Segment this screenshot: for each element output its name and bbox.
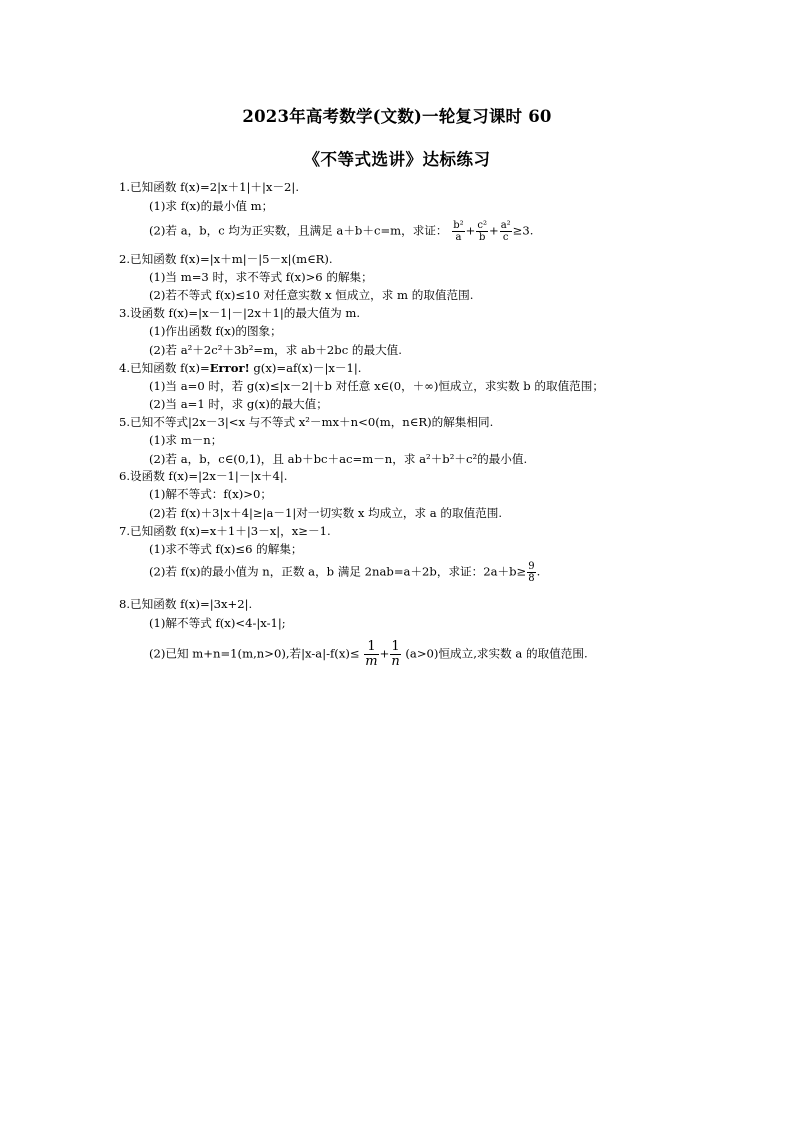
problem-8-part-1: (1)解不等式 f(x)<4-|x-1|;	[149, 616, 286, 630]
document-title: 2023年高考数学(文数)一轮复习课时 60	[242, 107, 552, 126]
problem-8-stem: 8.已知函数 f(x)=|3x+2|.	[119, 597, 253, 611]
problem-5-part-1: (1)求 m－n；	[149, 433, 223, 447]
fraction-c2-over-b: $\frac{\text{c²}}{b}$	[477, 220, 487, 243]
problem-1-part-1: (1)求 f(x)的最小值 m；	[149, 199, 274, 213]
problem-1-part-2: (2)若 a，b，c 均为正实数，且满足 a＋b＋c=m，求证： $\frac{\text{b²}}{a}$ + $\frac{\text{c²}}{b}$ + $\frac{\text{a²}}{c}$ ≥3.	[149, 220, 534, 243]
fraction-1-over-n: $\frac{1}{n}$	[391, 639, 400, 669]
problem-3-part-2: (2)若 a²＋2c²＋3b²=m，求 ab＋2bc 的最大值.	[149, 343, 402, 357]
problem-8-part-2: (2)已知 m+n=1(m,n>0),若|x-a|-f(x)≤ $\frac{1}{m}$ + $\frac{1}{n}$ (a>0)恒成立,求实数 a 的取值范围.	[149, 639, 588, 669]
problem-7-part-2: (2)若 f(x)的最小值为 n，正数 a，b 满足 2nab=a＋2b，求证：2a＋b≥ $\frac{9}{8}$ .	[149, 561, 541, 584]
problem-5-part-2: (2)若 a，b，c∈(0,1)，且 ab＋bc＋ac=m－n，求 a²＋b²＋c²的最小值.	[149, 452, 528, 466]
problem-1-stem: 1.已知函数 f(x)=2|x＋1|＋|x－2|.	[119, 180, 300, 194]
problem-4-part-1: (1)当 a=0 时，若 g(x)≤|x－2|＋b 对任意 x∈(0，＋∞)恒成立，求实数 b 的取值范围；	[149, 379, 604, 393]
problem-4-stem: 4.已知函数 f(x)=Error! g(x)=af(x)－|x－1|.	[119, 361, 362, 375]
problem-6-stem: 6.设函数 f(x)=|2x－1|－|x＋4|.	[119, 469, 288, 483]
problem-2-stem: 2.已知函数 f(x)=|x＋m|－|5－x|(m∈R).	[119, 252, 333, 266]
fraction-9-over-8: $\frac{9}{8}$	[528, 561, 535, 584]
problem-3-part-1: (1)作出函数 f(x)的图象；	[149, 324, 282, 338]
problem-3-stem: 3.设函数 f(x)=|x－1|－|2x＋1|的最大值为 m.	[119, 306, 361, 320]
problem-2-part-1: (1)当 m=3 时，求不等式 f(x)>6 的解集；	[149, 270, 373, 284]
error-field-text: Error!	[209, 361, 250, 375]
problem-7-part-1: (1)求不等式 f(x)≤6 的解集；	[149, 542, 303, 556]
problem-2-part-2: (2)若不等式 f(x)≤10 对任意实数 x 恒成立，求 m 的取值范围.	[149, 288, 474, 302]
problem-4-part-2: (2)当 a=1 时，求 g(x)的最大值；	[149, 397, 328, 411]
problem-5-stem: 5.已知不等式|2x－3|<x 与不等式 x²－mx＋n<0(m，n∈R)的解集相同.	[119, 415, 494, 429]
document-subtitle: 《不等式选讲》达标练习	[303, 150, 491, 169]
fraction-b2-over-a: $\frac{\text{b²}}{a}$	[453, 220, 464, 243]
fraction-a2-over-c: $\frac{\text{a²}}{c}$	[500, 220, 511, 243]
problem-6-part-2: (2)若 f(x)＋3|x＋4|≥|a－1|对一切实数 x 均成立，求 a 的取值范围.	[149, 506, 503, 520]
problem-6-part-1: (1)解不等式：f(x)>0；	[149, 487, 272, 501]
fraction-1-over-m: $\frac{1}{m}$	[365, 639, 378, 669]
problem-7-stem: 7.已知函数 f(x)=x＋1＋|3－x|，x≥－1.	[119, 524, 331, 538]
